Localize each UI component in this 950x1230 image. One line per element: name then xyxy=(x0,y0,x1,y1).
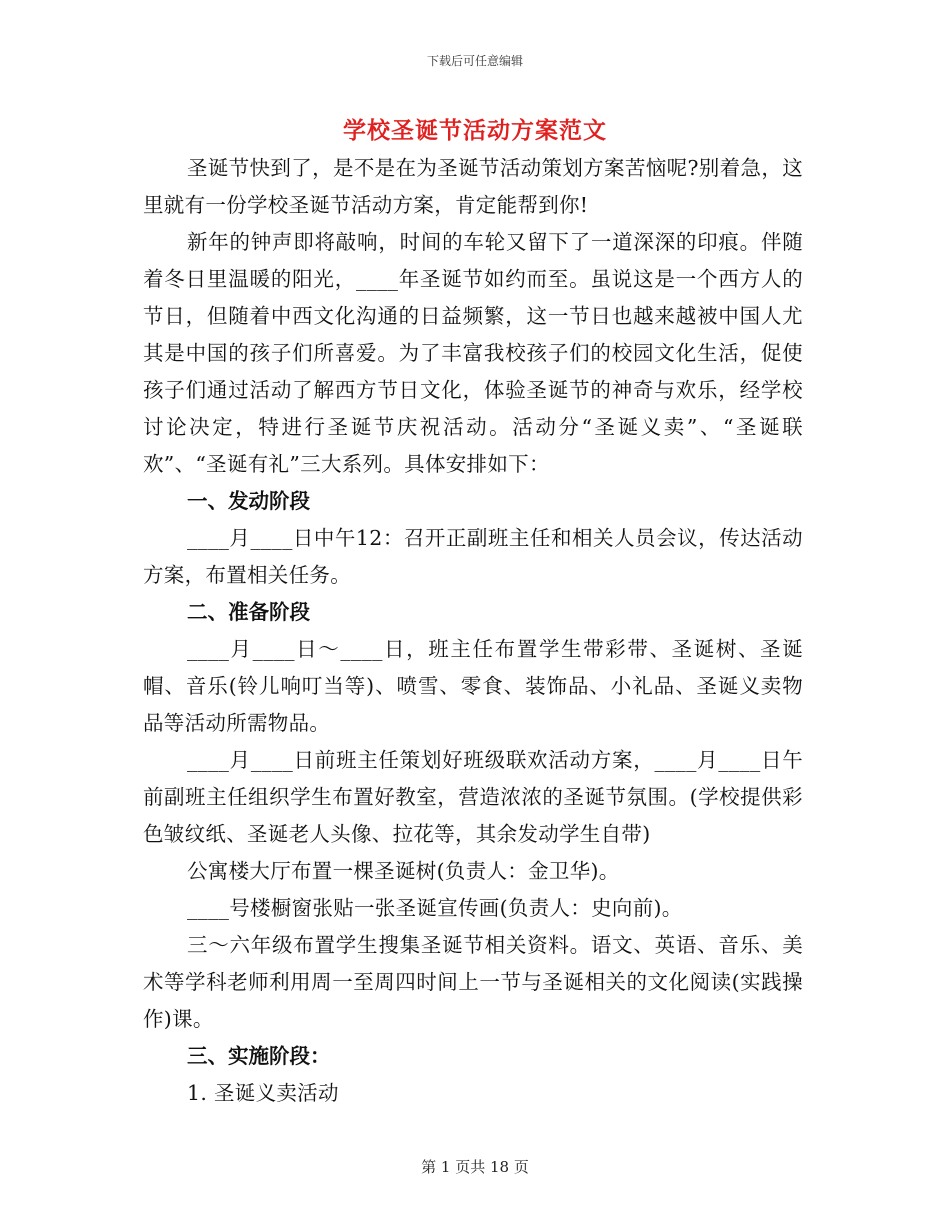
paragraph-prepare-items: ____月____日～____日，班主任布置学生带彩带、圣诞树、圣诞帽、音乐(铃儿响叮当等)、喷雪、零食、装饰品、小礼品、圣诞义卖物品等活动所需物品。 xyxy=(143,637,803,735)
page-footer: 第 1 页共 18 页 xyxy=(421,1158,529,1176)
document-body xyxy=(143,150,803,1112)
paragraph-prepare-classroom: ____月____日前班主任策划好班级联欢活动方案，____月____日午前副班主任组织学生布置好教室，营造浓浓的圣诞节氛围。(学校提供彩色皱纹纸、圣诞老人头像、拉花等，其余发动学生自带) xyxy=(143,748,803,846)
paragraph-poster: ____号楼橱窗张贴一张圣诞宣传画(负责人：史向前)。 xyxy=(187,896,683,920)
section-heading-1: 一、发动阶段 xyxy=(187,489,310,513)
list-item-1: 1. 圣诞义卖活动 xyxy=(187,1081,339,1105)
paragraph-mobilize: ____月____日中午12：召开正副班主任和相关人员会议，传达活动方案，布置相关任务。 xyxy=(143,526,803,587)
page-header: 下载后可任意编辑 xyxy=(426,54,523,68)
section-heading-2: 二、准备阶段 xyxy=(187,600,310,624)
document-title: 学校圣诞节活动方案范文 xyxy=(343,117,607,144)
section-heading-3: 三、实施阶段： xyxy=(187,1044,331,1068)
paragraph-intro: 圣诞节快到了，是不是在为圣诞节活动策划方案苦恼呢?别着急，这里就有一份学校圣诞节活动方案，肯定能帮到你! xyxy=(143,156,803,217)
paragraph-tree: 公寓楼大厅布置一棵圣诞树(负责人：金卫华)。 xyxy=(187,859,620,883)
paragraph-background: 新年的钟声即将敲响，时间的车轮又留下了一道深深的印痕。伴随着冬日里温暖的阳光，____年圣诞节如约而至。虽说这是一个西方人的节日，但随着中西文化沟通的日益频繁，这一节日也越来越被中国人尤其是中国的孩子们所喜爱。为了丰富我校孩子们的校园文化生活，促使孩子们通过活动了解西方节日文化，体验圣诞节的神奇与欢乐，经学校讨论决定，特进行圣诞节庆祝活动。活动分“圣诞义卖”、“圣诞联欢”、“圣诞有礼”三大系列。具体安排如下： xyxy=(143,230,803,476)
paragraph-research: 三～六年级布置学生搜集圣诞节相关资料。语文、英语、音乐、美术等学科老师利用周一至周四时间上一节与圣诞相关的文化阅读(实践操作)课。 xyxy=(143,933,803,1031)
